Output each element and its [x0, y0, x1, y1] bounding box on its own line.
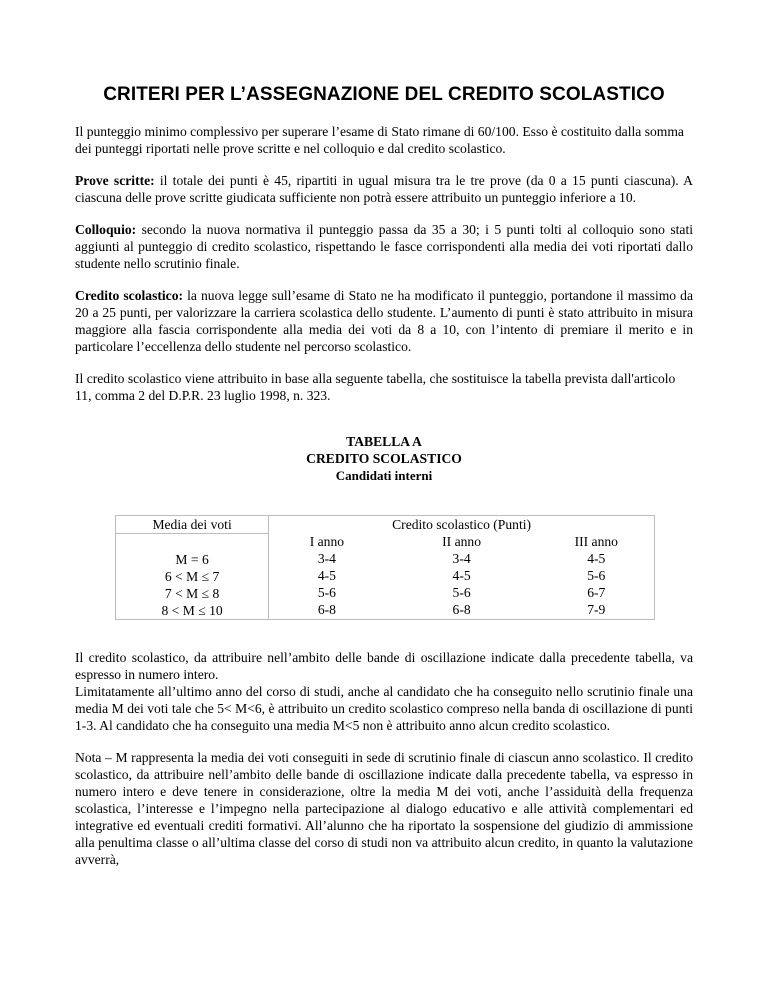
anno2-value: 6-8: [452, 602, 471, 617]
anno3-value: 6-7: [587, 585, 606, 600]
media-value: M = 6: [175, 552, 209, 567]
table-row: [269, 550, 654, 567]
tabella-subtitle: CREDITO SCOLASTICO: [306, 451, 462, 466]
media-header: Media dei voti: [152, 517, 232, 532]
page-title: CRITERI PER L’ASSEGNAZIONE DEL CREDITO SCOLASTICO: [103, 84, 665, 105]
credito-paragraph: [75, 287, 693, 355]
intro-paragraph: Il punteggio minimo complessivo per superare l’esame di Stato rimane di 60/100. Esso è costituito dalla somma dei punteggi riportati nelle prove scritte e nel colloquio e dal credito scolastico.: [75, 124, 684, 156]
prove-text: il totale dei punti è 45, ripartiti in ugual misura tra le tre prove (da 0 a 15 punti ciascuna). A ciascuna delle prove scritte giudicata sufficiente non potrà essere attribuito un punteggio inferiore a 10.: [75, 173, 693, 205]
document-page: [75, 86, 693, 883]
table-row: [269, 567, 654, 584]
year-header-1: I anno: [309, 534, 345, 549]
anno2-value: 3-4: [452, 551, 471, 566]
anno3-value: 5-6: [587, 568, 606, 583]
tabella-intro-paragraph: Il credito scolastico viene attribuito in base alla seguente tabella, che sostituisce la tabella prevista dall'articolo 11, comma 2 del D.P.R. 23 luglio 1998, n. 323.: [75, 371, 676, 403]
tabella-heading: [75, 433, 693, 484]
anno2-value: 4-5: [452, 568, 471, 583]
table-row: [269, 584, 654, 601]
prove-paragraph: [75, 172, 693, 206]
credit-header: Credito scolastico (Punti): [392, 517, 532, 532]
anno3-value: 7-9: [587, 602, 606, 617]
nota-paragraph: Nota – M rappresenta la media dei voti conseguiti in sede di scrutinio finale di ciascun anno scolastico. Il credito scolastico, da attribuire nell’ambito delle bande di oscillazione indicate dalla precedente tabella, va espresso in numero intero e deve tenere in considerazione, oltre la media M dei voti, anche l’assiduità della frequenza scolastica, l’interesse e l’impegno nella partecipazione al dialogo educativo e alle attività complementari ed integrative ed eventuali crediti formativi. All’alunno che ha riportato la sospensione del giudizio di ammissione alla penultima classe o all’ultima classe del corso di studi non va attribuito alcun credito, in quanto la valutazione avverrà,: [75, 750, 693, 867]
media-header-cell: [116, 516, 269, 534]
anno1-value: 5-6: [317, 585, 336, 600]
media-value: 8 < M ≤ 10: [161, 603, 223, 618]
media-value: 7 < M ≤ 8: [164, 586, 220, 601]
after-table-paragraph-1: Il credito scolastico, da attribuire nell’ambito delle bande di oscillazione indicate dalla precedente tabella, va espresso in numero intero.: [75, 650, 693, 682]
tabella-candidates: Candidati interni: [335, 468, 433, 483]
media-values-cell: [116, 534, 269, 620]
colloquio-text: secondo la nuova normativa il punteggio passa da 35 a 30; i 5 punti tolti al colloquio sono stati aggiunti al punteggio di credito scolastico, rispettando le fasce corrispondenti alla media dei voti riportati dallo studente nello scrutinio finale.: [75, 222, 693, 271]
tabella-title: TABELLA A: [346, 434, 422, 449]
colloquio-label: Colloquio:: [75, 222, 137, 237]
after-table-paragraph-2: Limitatamente all’ultimo anno del corso di studi, anche al candidato che ha conseguito nello scrutinio finale una media M dei voti tale che 5< M<6, è attribuito un credito scolastico compreso nella banda di oscillazione di punti 1-3. Al candidato che ha conseguito una media M<5 non è attribuito anno alcun credito scolastico.: [75, 684, 693, 733]
table-row: [269, 601, 654, 618]
year-headers: [269, 533, 654, 550]
colloquio-paragraph: [75, 221, 693, 272]
anno1-value: 4-5: [317, 568, 336, 583]
credit-table: [115, 515, 655, 620]
year-header-3: III anno: [574, 534, 618, 549]
media-value: 6 < M ≤ 7: [164, 569, 220, 584]
anno1-value: 3-4: [317, 551, 336, 566]
anno2-value: 5-6: [452, 585, 471, 600]
credito-label: Credito scolastico:: [75, 288, 184, 303]
credit-cell: [269, 516, 655, 620]
table-header-row: [116, 516, 655, 534]
credito-text: la nuova legge sull’esame di Stato ne ha modificato il punteggio, portandone il massimo da 20 a 25 punti, per valorizzare la carriera scolastica dello studente. L’aumento di punti è stato attribuito in misura maggiore alla fascia corrispondente alla media dei voti da 8 a 10, con l’intento di premiare il merito e in particolare l’eccellenza dello studente nel percorso scolastico.: [75, 288, 694, 354]
anno1-value: 6-8: [317, 602, 336, 617]
year-header-2: II anno: [442, 534, 482, 549]
prove-label: Prove scritte:: [75, 173, 155, 188]
anno3-value: 4-5: [587, 551, 606, 566]
